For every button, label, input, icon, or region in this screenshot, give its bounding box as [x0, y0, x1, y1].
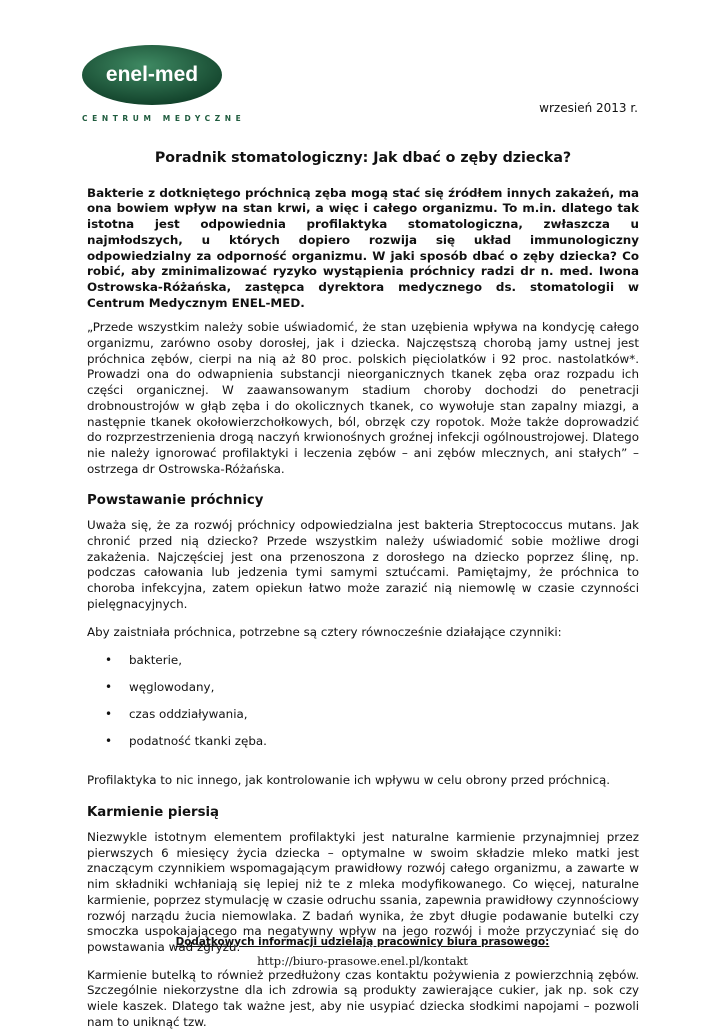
article-body	[87, 151, 639, 1030]
list-item: • czas oddziaływania,	[87, 706, 639, 722]
list-item: • podatność tkanki zęba.	[87, 733, 639, 749]
section2-paragraph-2: Karmienie butelką to również przedłużony czas kontaktu pożywienia z powierzchnią zębów. Szczególnie niekorzystne dla ich zdrowia są produkty zawierające cukier, jak np. sok czy wiele kaszek. Dlatego tak ważne jest, aby nie usypiać dziecka słodkimi napojami – pozwoli nam to uniknąć tzw.	[87, 967, 639, 1029]
logo-text: enel-med	[105, 63, 199, 86]
article-lead: Bakterie z dotkniętego próchnicą zęba mogą stać się źródłem innych zakażeń, ma ona bowiem wpływ na stan krwi, a więc i całego organizmu. To m.in. dlatego tak istotna jest odpowiednia profilaktyka stomatologiczna, zwłaszcza u najmłodszych, u których dopiero rozwija się układ immunologiczny odpowiedzialny za odporność organizmu. W jaki sposób dbać o zęby dziecka? Co robić, aby zminimalizować ryzyko wystąpienia próchnicy radzi dr n. med. Iwona Ostrowska-Różańska, zastępca dyrektora medycznego ds. stomatologii w Centrum Medycznym ENEL-MED.	[87, 185, 639, 310]
section2-paragraph-1: Niezwykle istotnym elementem profilaktyki jest naturalne karmienie przynajmniej przez pierwszych 6 miesięcy życia dziecka – optymalne w swoim składzie mleko matki jest znaczącym czynnikiem wspomagającym prawidłowy rozwój całego organizmu, a zawarte w nim składniki wchłaniają się lepiej niż te z mleka modyfikowanego. Co więcej, naturalne karmienie, poprzez stymulację w czasie odruchu ssania, zapewnia prawidłowy czynnościowy rozwój narządu żucia niemowlaka. Z badań wynika, że zbyt długie podawanie butelki czy smoczka uspokajającego ma negatywny wpływ na jego rozwój i może przyczyniać się do powstawania wad zgryzu.	[87, 829, 639, 954]
factors-list	[87, 652, 639, 749]
footer-contact-link[interactable]: http://biuro-prasowe.enel.pl/kontakt	[257, 954, 468, 968]
enel-med-logo	[81, 44, 223, 106]
section1-paragraph-1: Uważa się, że za rozwój próchnicy odpowiedzialna jest bakteria Streptococcus mutans. Jak chronić przed nią dziecko? Przede wszystkim należy uświadomić sobie możliwe drogi zakażenia. Najczęściej jest ona przenoszona z dorosłego na dziecko poprzez ślinę, np. podczas całowania lub jedzenia tymi samymi sztućcami. Pamiętajmy, że próchnica to choroba infekcyjna, zatem opiekun łatwo może zarazić nią niemowlę w czasie czynności pielęgnacyjnych.	[87, 518, 639, 611]
list-item: • węglowodany,	[87, 679, 639, 695]
logo-subtitle: CENTRUM MEDYCZNE	[82, 114, 246, 123]
document-date: wrzesień 2013 r.	[539, 101, 638, 115]
section1-paragraph-2: Aby zaistniała próchnica, potrzebne są cztery równocześnie działające czynniki:	[87, 624, 562, 639]
section-heading-breastfeeding: Karmienie piersią	[87, 804, 220, 820]
section-heading-caries: Powstawanie próchnicy	[87, 493, 264, 509]
section1-paragraph-3: Profilaktyka to nic innego, jak kontrolowanie ich wpływu w celu obrony przed próchnicą.	[87, 773, 611, 788]
article-title: Poradnik stomatologiczny: Jak dbać o zęby dziecka?	[154, 150, 572, 166]
article-quote: „Przede wszystkim należy sobie uświadomić, że stan uzębienia wpływa na kondycję całego organizmu, zarówno osoby dorosłej, jak i dziecka. Najczęstszą chorobą jamy ustnej jest próchnica zębów, cierpi na nią aż 80 proc. polskich pięciolatków i 92 proc. nastolatków*. Prowadzi ona do odwapnienia substancji nieorganicznych tkanek zęba oraz rozpadu ich części organicznej. W zaawansowanym stadium choroby dochodzi do penetracji drobnoustrojów w głąb zęba i do okolicznych tkanek, co wywołuje stan zapalny miazgi, a następnie tkanek okołowierzchołkowych, ból, obrzęk czy ropotok. Może także doprowadzić do rozprzestrzenienia drogą naczyń krwionośnych groźnej infekcji ogólnoustrojowej. Dlatego nie należy ignorować profilaktyki i leczenia zębów – ani zębów mlecznych, ani stałych” – ostrzega dr Ostrowska-Różańska.	[87, 320, 639, 476]
footer-press-note: Dodatkowych informacji udzielają pracownicy biura prasowego:	[175, 936, 550, 948]
list-item: • bakterie,	[87, 652, 639, 668]
